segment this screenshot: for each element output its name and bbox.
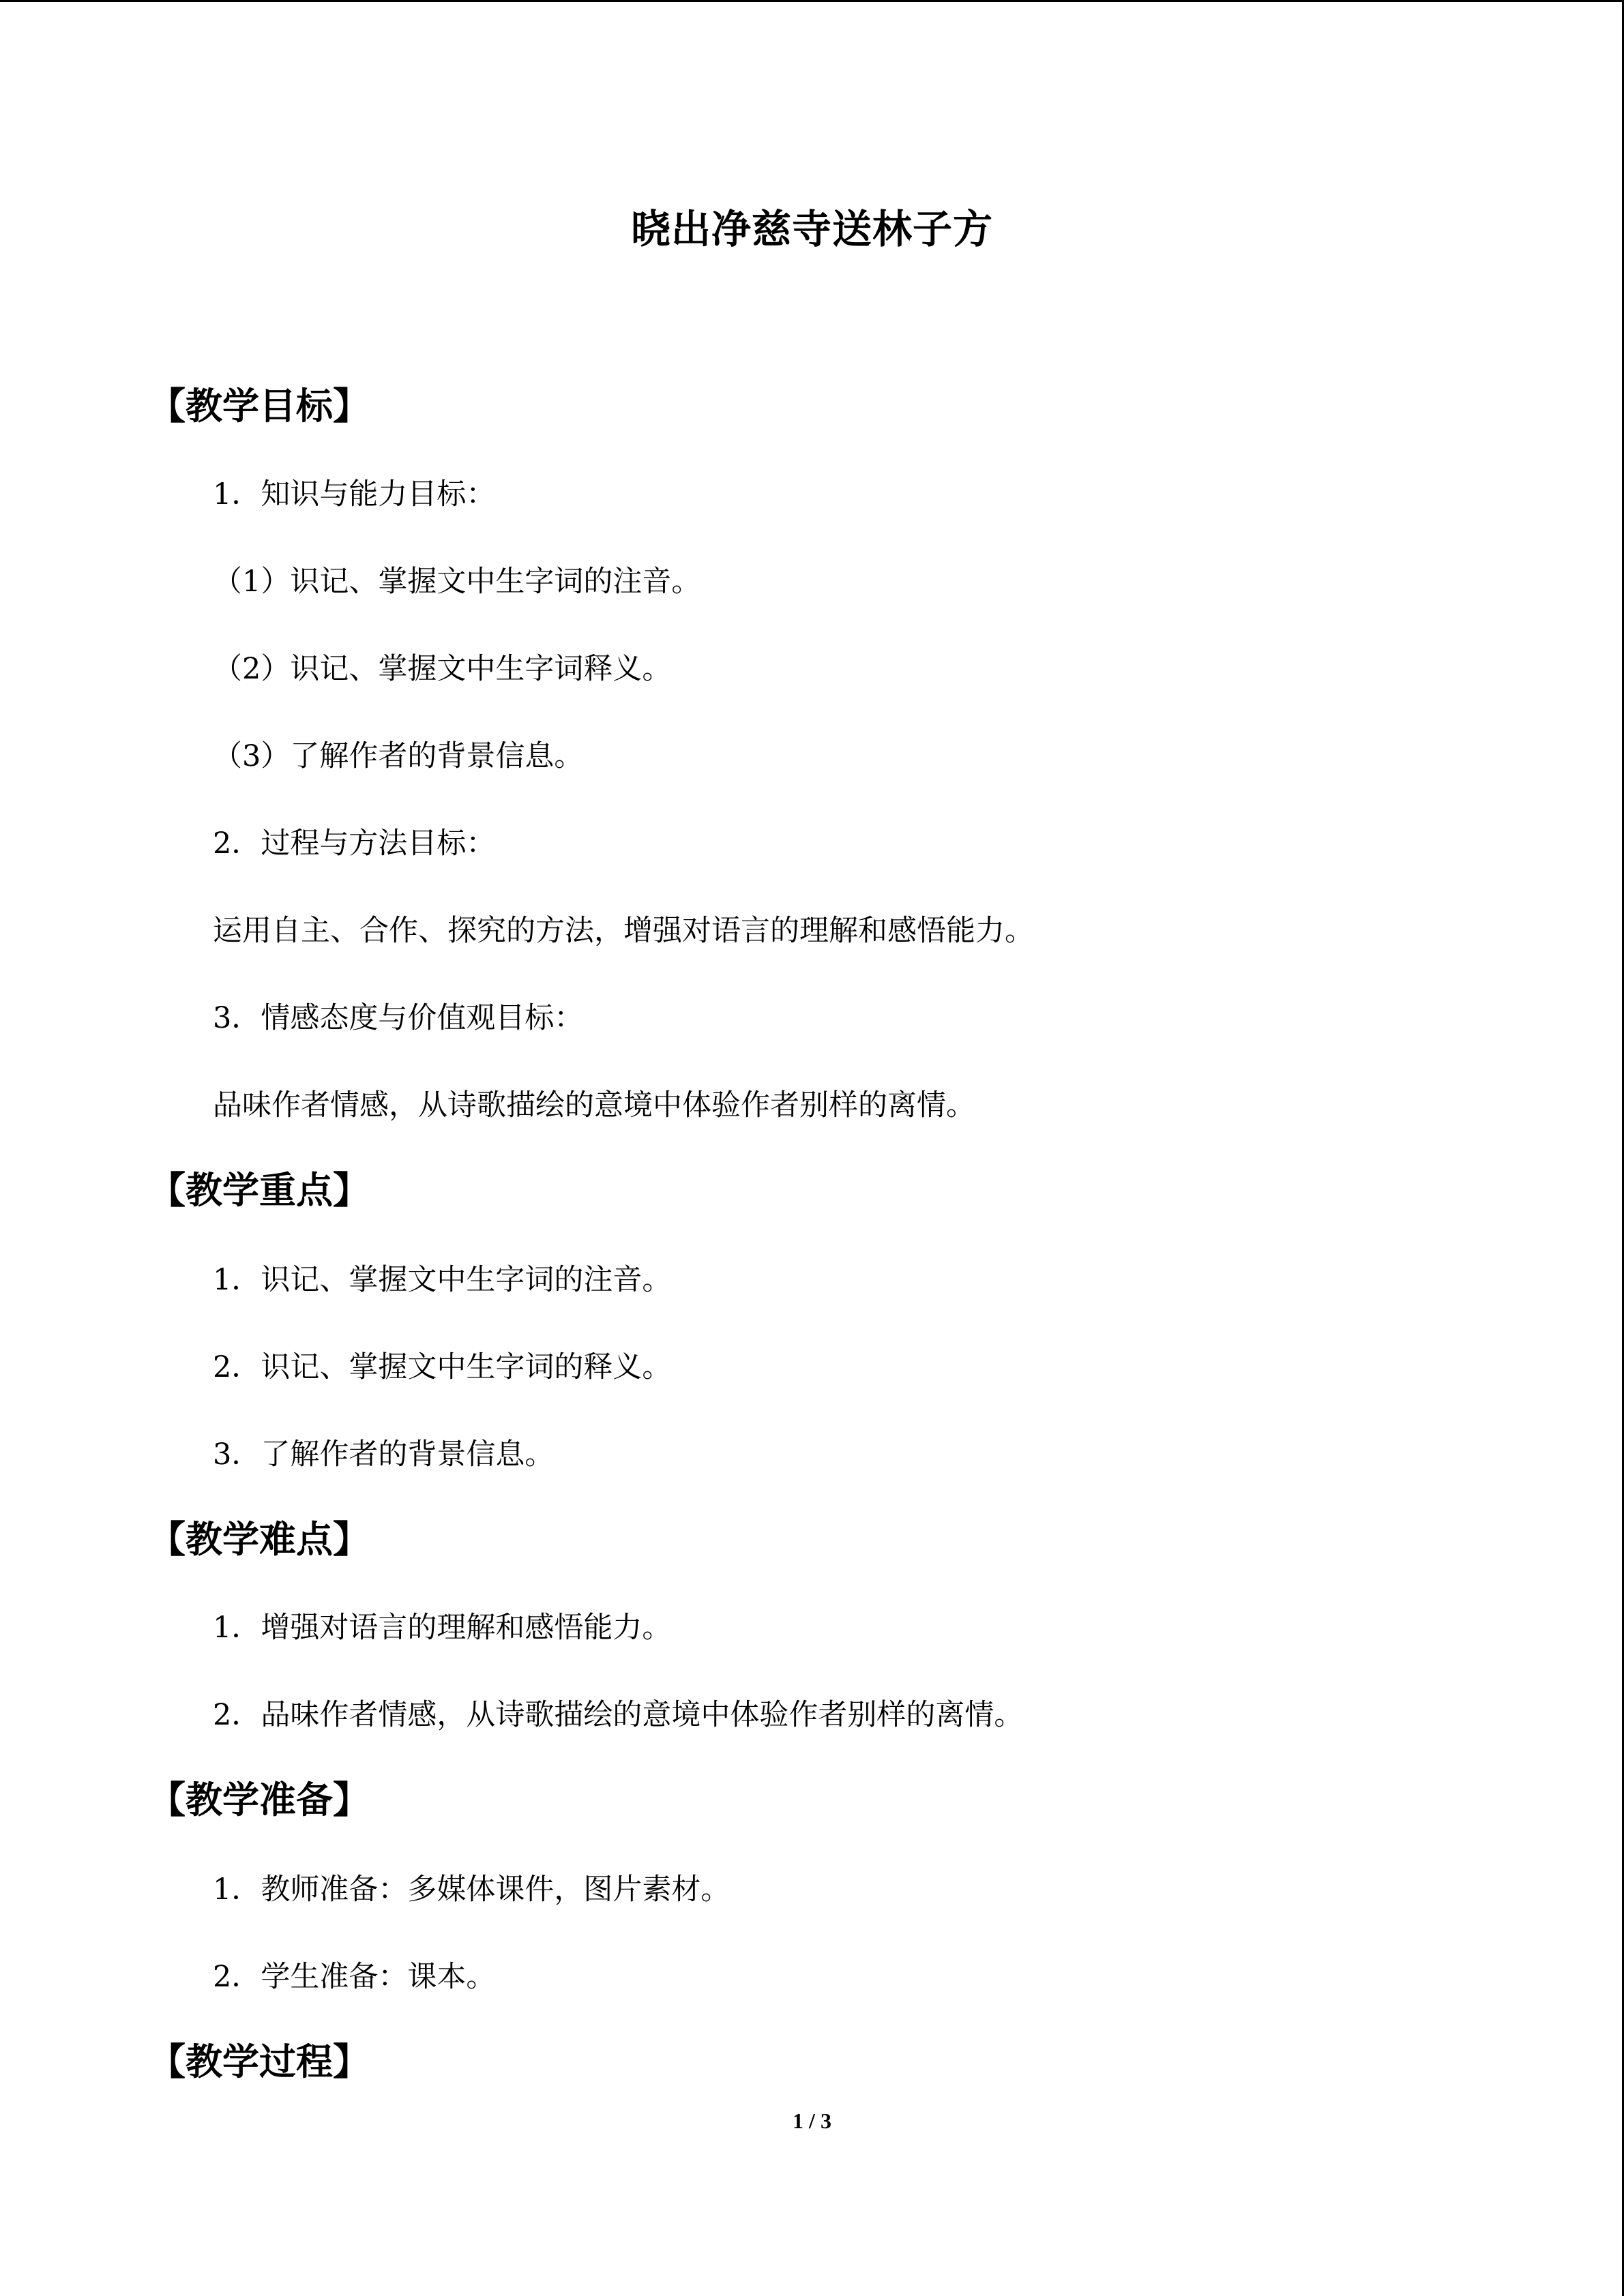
difficulties-line: 1．增强对语言的理解和感悟能力。 — [213, 1611, 672, 1645]
section-heading-process: 【教学过程】 — [149, 2040, 370, 2083]
objectives-line: （2）识记、掌握文中生字词释义。 — [213, 652, 672, 686]
objectives-line: 3．情感态度与价值观目标： — [213, 1001, 584, 1035]
section-heading-difficulties: 【教学难点】 — [149, 1518, 370, 1561]
key-points-line: 1．识记、掌握文中生字词的注音。 — [213, 1263, 672, 1297]
objectives-line: （3）了解作者的背景信息。 — [213, 739, 584, 773]
section-heading-objectives: 【教学目标】 — [149, 385, 370, 428]
section-heading-key-points: 【教学重点】 — [149, 1169, 370, 1212]
document-title: 晓出净慈寺送林子方 — [630, 206, 993, 252]
preparation-line: 1．教师准备：多媒体课件，图片素材。 — [213, 1873, 730, 1907]
page-number: 1 / 3 — [793, 2108, 831, 2133]
objectives-line: 1．知识与能力目标： — [213, 477, 496, 511]
section-heading-preparation: 【教学准备】 — [149, 1778, 370, 1821]
objectives-line: 2．过程与方法目标： — [213, 826, 496, 861]
objectives-line: 品味作者情感，从诗歌描绘的意境中体验作者别样的离情。 — [213, 1088, 975, 1122]
page-border-top — [0, 0, 1624, 2]
objectives-line: （1）识记、掌握文中生字词的注音。 — [213, 565, 701, 599]
preparation-line: 2．学生准备：课本。 — [213, 1960, 496, 1994]
key-points-line: 2．识记、掌握文中生字词的释义。 — [213, 1350, 672, 1384]
objectives-line: 运用自主、合作、探究的方法，增强对语言的理解和感悟能力。 — [213, 914, 1034, 948]
difficulties-line: 2．品味作者情感，从诗歌描绘的意境中体验作者别样的离情。 — [213, 1698, 1024, 1732]
key-points-line: 3．了解作者的背景信息。 — [213, 1437, 555, 1472]
